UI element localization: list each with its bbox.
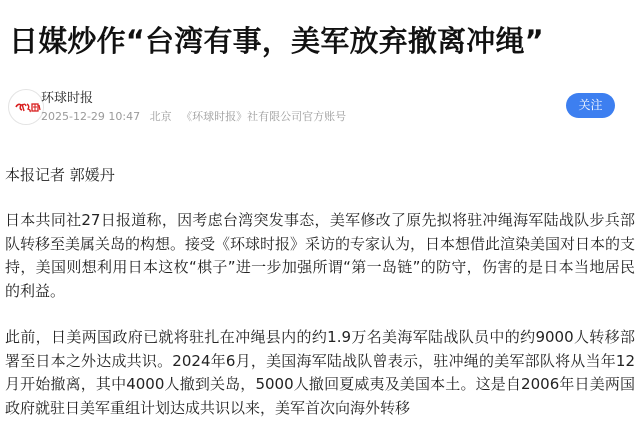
follow-button[interactable]: 关注: [566, 93, 615, 118]
article-headline: 日媒炒作“台湾有事，美军放弃撤离冲绳”: [9, 24, 544, 58]
article-meta: [41, 109, 352, 124]
source-row: [0, 88, 640, 128]
huanqiu-shibao-logo-icon[interactable]: [8, 89, 44, 125]
publish-location: 北京: [149, 110, 172, 123]
article-byline: 本报记者 郭媛丹: [5, 166, 115, 184]
article-paragraph: 日本共同社27日报道称，因考虑台湾突发事态，美军修改了原先拟将驻冲绳海军陆战队步兵部队转移至美属关岛的构想。接受《环球时报》采访的专家认为，日本想借此渲染美国对日本的支持，美国则想利用日本这枚“棋子”进一步加强所谓“第一岛链”的防守，伤害的是日本当地居民的利益。: [5, 211, 636, 300]
article-paragraph: 此前，日美两国政府已就将驻扎在冲绳县内的约1.9万名美海军陆战队员中的约9000人转移部署至日本之外达成共识。2024年6月，美国海军陆战队曾表示，驻冲绳的美军部队将从当年12月开始撤离，其中4000人撤到关岛，5000人撤回夏威夷及美国本土。这是自2006年日美两国政府就驻日美军重组计划达成共识以来，美军首次向海外转移: [5, 328, 635, 417]
article-body: [5, 165, 635, 443]
source-account: 《环球时报》社有限公司官方账号: [181, 110, 347, 123]
publish-date: 2025-12-29 10:47: [41, 110, 141, 123]
source-name[interactable]: 环球时报: [41, 91, 94, 106]
